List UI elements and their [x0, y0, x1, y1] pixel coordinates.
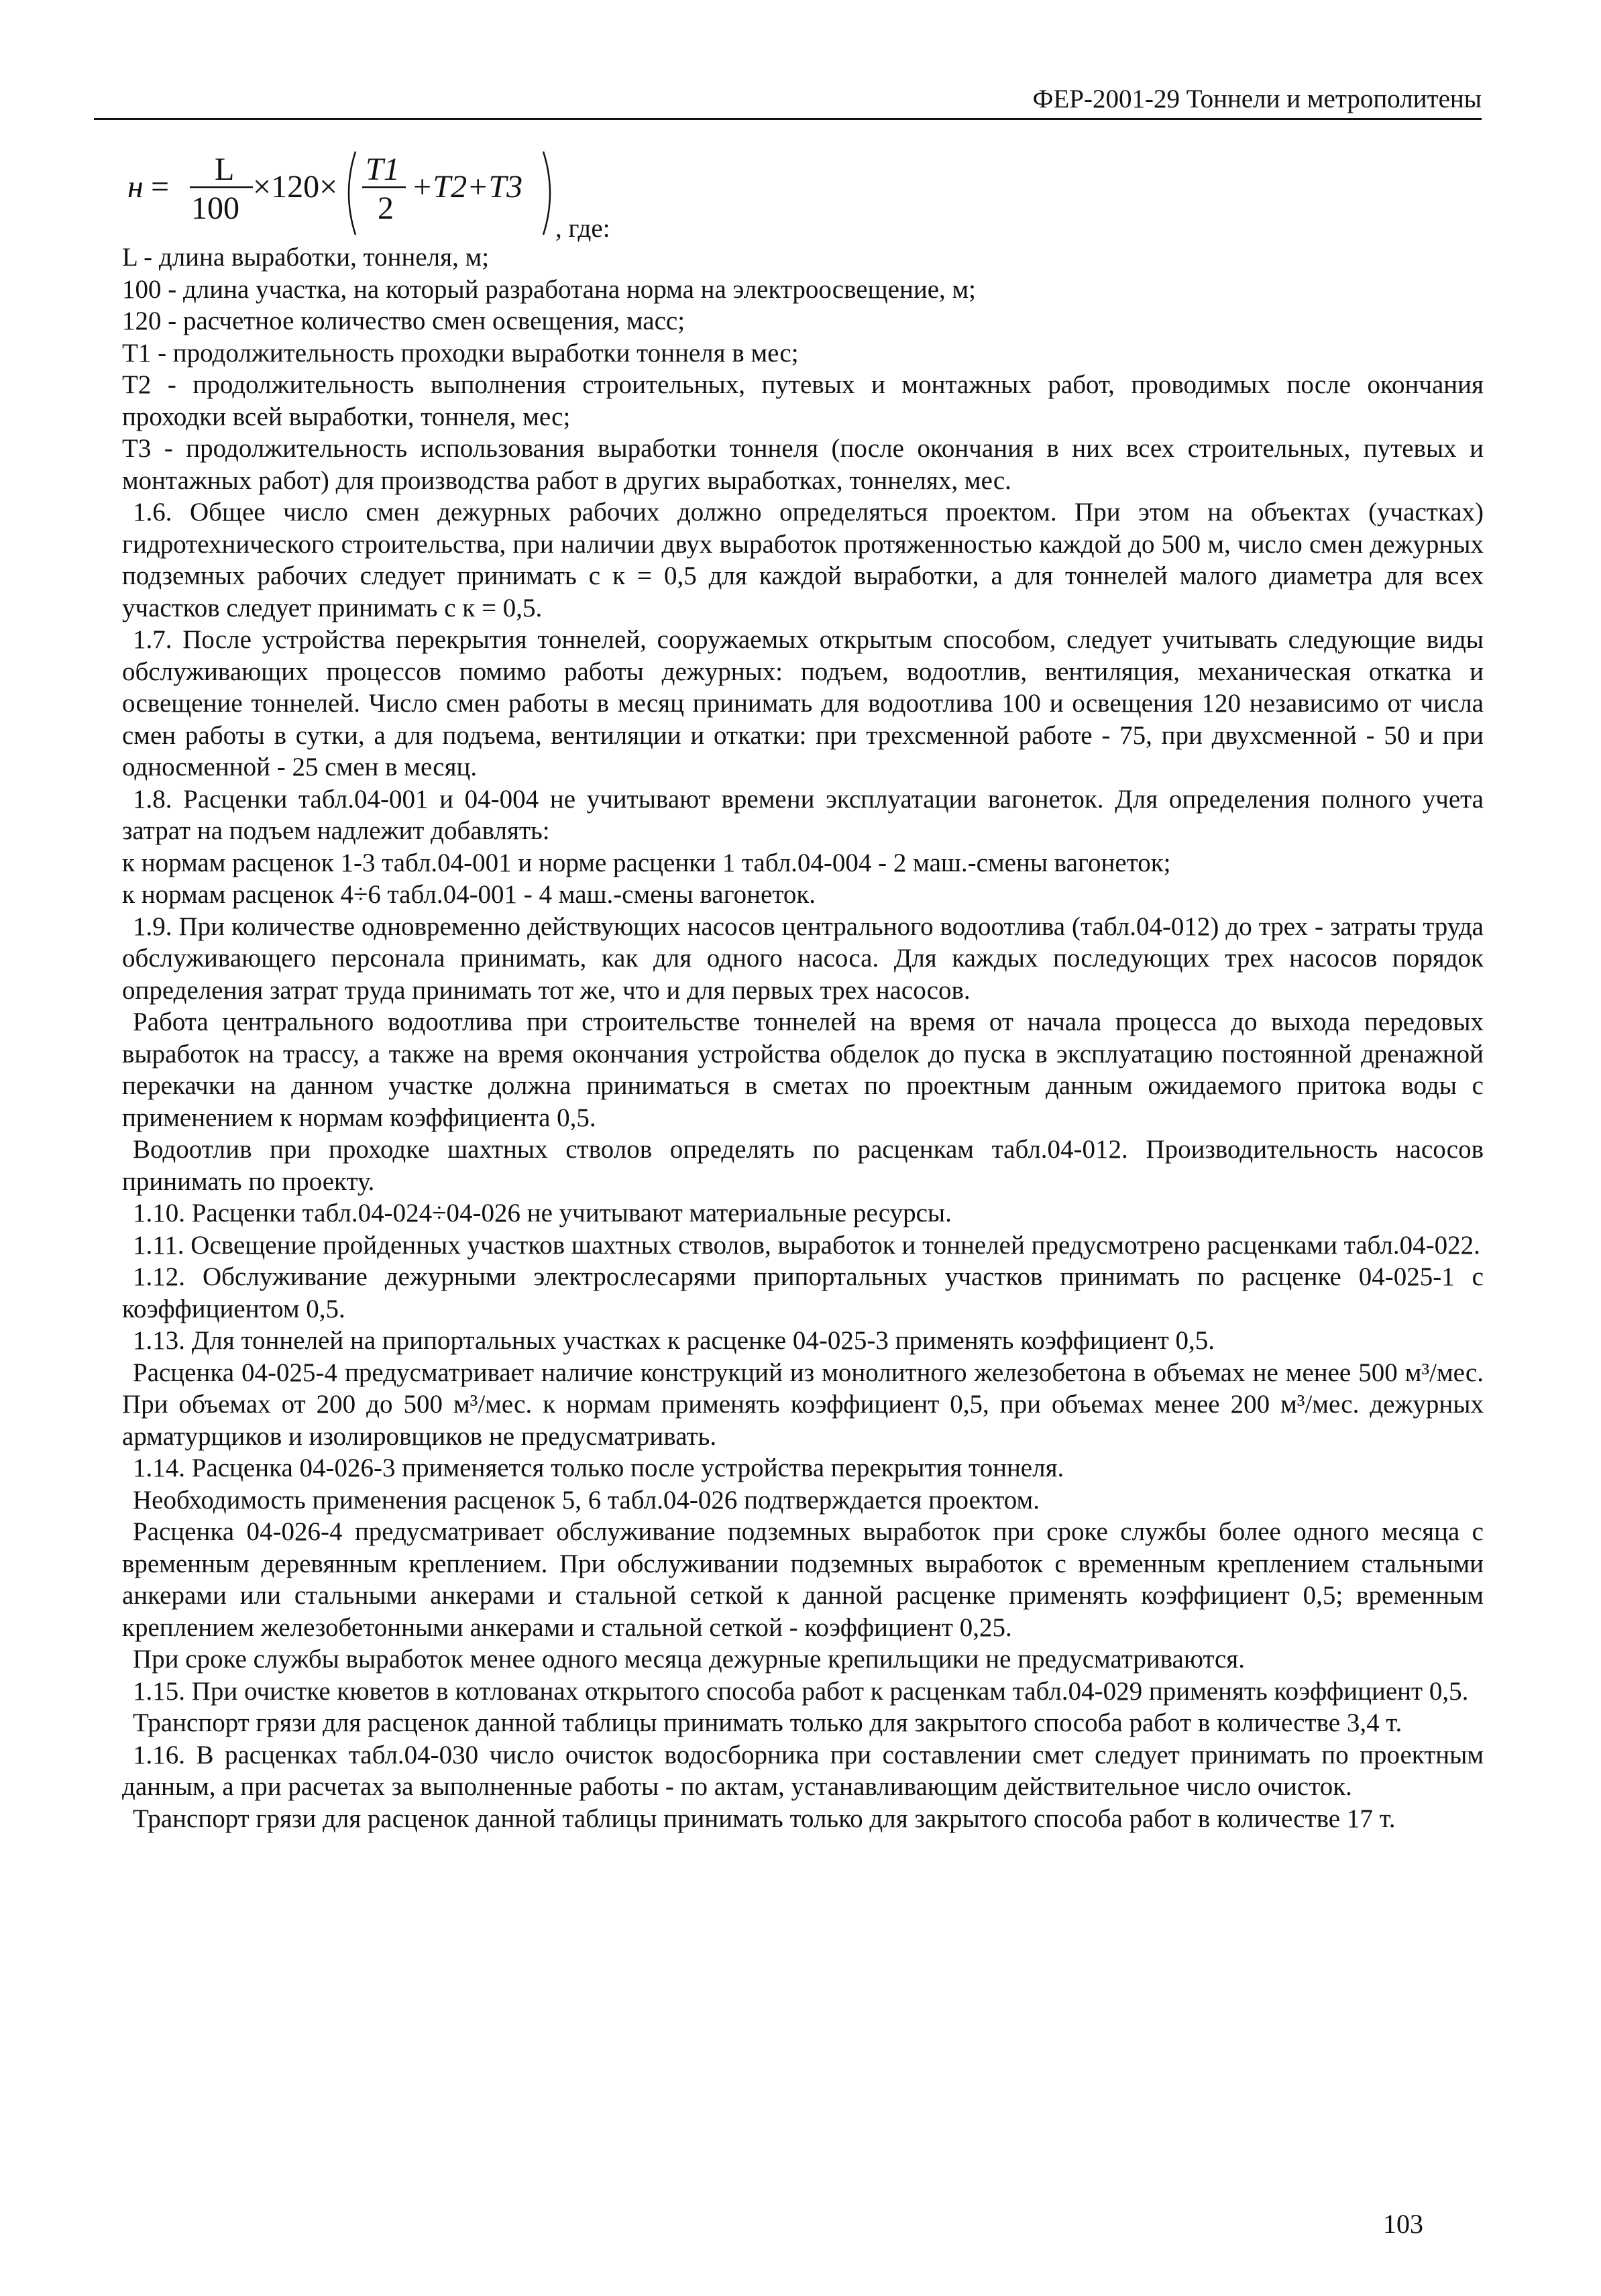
- paragraph: 1.8. Расценки табл.04-001 и 04-004 не учитывают времени эксплуатации вагонеток. Для определения полного учета затрат на подъем надлежит добавлять:: [122, 784, 1484, 845]
- paragraph: Расценка 04-025-4 предусматривает наличие конструкций из монолитного железобетона в объемах не менее 500 м³/мес. При объемах от 200 до 500 м³/мес. к нормам применять коэффициент 0,5, при объемах менее 200 м³/мес. дежурных арматурщиков и изолировщиков не предусматривать.: [122, 1358, 1484, 1451]
- formula-where: , где:: [555, 214, 610, 243]
- paragraph: 1.9. При количестве одновременно действующих насосов центрального водоотлива (табл.04-012) до трех - затраты труда обслуживающего персонала принимать, как для одного насоса. Для каждых последующих трех насосов порядок определения затрат труда принимать тот же, что и для первых трех насосов.: [122, 912, 1484, 1005]
- paragraph: к нормам расценок 4÷6 табл.04-001 - 4 маш.-смены вагонеток.: [122, 880, 816, 909]
- paragraph: 120 - расчетное количество смен освещения, масс;: [122, 307, 685, 335]
- paragraph: 1.7. После устройства перекрытия тоннелей, сооружаемых открытым способом, следует учитывать следующие виды обслуживающих процессов помимо работы дежурных: подъем, водоотлив, вентиляция, механическая откатка и освещение тоннелей. Число смен работы в месяц принимать для водоотлива 100 и освещения 120 независимо от числа смен работы в сутки, а для подъема, вентиляции и откатки: при трехсменной работе - 75, при двухсменной - 50 и при односменной - 25 смен в месяц.: [122, 625, 1484, 781]
- formula-frac1-den: 100: [191, 190, 239, 226]
- header-title: ФЕР-2001-29 Тоннели и метрополитены: [1032, 85, 1482, 113]
- paragraph: L - длина выработки, тоннеля, м;: [122, 243, 490, 272]
- paragraph: 1.14. Расценка 04-026-3 применяется только после устройства перекрытия тоннеля.: [133, 1454, 1064, 1482]
- paragraph: Расценка 04-026-4 предусматривает обслуживание подземных выработок при сроке службы более одного месяца с временным деревянным креплением. При обслуживании подземных выработок с временным креплением стальными анкерами или стальными анкерами и стальной сеткой к данной расценке применять коэффициент 0,5; временным креплением железобетонными анкерами и стальной сеткой - коэффициент 0,25.: [122, 1517, 1484, 1642]
- formula-frac2-num: T1: [366, 152, 400, 187]
- paragraph: Т2 - продолжительность выполнения строительных, путевых и монтажных работ, проводимых после окончания проходки всей выработки, тоннеля, мес;: [122, 370, 1484, 431]
- paragraph: 1.6. Общее число смен дежурных рабочих должно определяться проектом. При этом на объектах (участках) гидротехнического строительства, при наличии двух выработок протяженностью каждой до 500 м, число смен дежурных подземных рабочих следует принимать с к = 0,5 для каждой выработки, а для тоннелей малого диаметра для всех участков следует принимать с к = 0,5.: [122, 498, 1484, 622]
- formula-times: ×120×: [253, 169, 338, 205]
- formula-lhs: н: [127, 169, 144, 205]
- paragraph: 100 - длина участка, на который разработана норма на электроосвещение, м;: [122, 274, 977, 304]
- paragraph: 1.16. В расценках табл.04-030 число очисток водосборника при составлении смет следует принимать по проектным данным, а при расчетах за выполненные работы - по актам, устанавливающим действительное число очисток.: [122, 1740, 1484, 1801]
- formula-frac1-num: L: [215, 152, 235, 187]
- paragraph: 1.12. Обслуживание дежурными электрослесарями припортальных участков принимать по расценке 04-025-1 с коэффициентом 0,5.: [122, 1262, 1484, 1323]
- document-body: [122, 241, 1484, 1835]
- paragraph: При сроке службы выработок менее одного месяца дежурные крепильщики не предусматриваются.: [133, 1645, 1245, 1674]
- paragraph: Работа центрального водоотлива при строительстве тоннелей на время от начала процесса до выхода передовых выработок на трассу, а также на время окончания устройства обделок до пуска в эксплуатацию постоянной дренажной перекачки на данном участке должна приниматься в сметах по проектным данным ожидаемого притока воды с применением к нормам коэффициента 0,5.: [122, 1007, 1484, 1132]
- paragraph: 1.11. Освещение пройденных участков шахтных стволов, выработок и тоннелей предусмотрено расценками табл.04-022.: [133, 1230, 1480, 1260]
- paragraph: Транспорт грязи для расценок данной таблицы принимать только для закрытого способа работ в количестве 3,4 т.: [133, 1708, 1402, 1737]
- paragraph: Необходимость применения расценок 5, 6 табл.04-026 подтверждается проектом.: [133, 1485, 1040, 1515]
- paragraph: 1.15. При очистке кюветов в котлованах открытого способа работ к расценкам табл.04-029 применять коэффициент 0,5.: [133, 1676, 1469, 1706]
- page-number: 103: [1383, 2209, 1423, 2239]
- paragraph: 1.10. Расценки табл.04-024÷04-026 не учитывают материальные ресурсы.: [133, 1199, 952, 1227]
- paragraph: к нормам расценок 1-3 табл.04-001 и норме расценки 1 табл.04-004 - 2 маш.-смены вагонеток;: [122, 848, 1171, 877]
- page-header: [94, 80, 1482, 120]
- paragraph: Водоотлив при проходке шахтных стволов определять по расценкам табл.04-012. Производительность насосов принимать по проекту.: [122, 1135, 1484, 1196]
- paragraph: Транспорт грязи для расценок данной таблицы принимать только для закрытого способа работ в количестве 17 т.: [133, 1804, 1396, 1833]
- formula-eq: =: [151, 169, 170, 205]
- formula-right-paren: [543, 152, 550, 235]
- formula-left-paren: [349, 152, 355, 235]
- paragraph: Т1 - продолжительность проходки выработки тоннеля в мес;: [122, 338, 799, 368]
- formula-frac2-den: 2: [378, 190, 394, 226]
- paragraph: 1.13. Для тоннелей на припортальных участках к расценке 04-025-3 применять коэффициент 0,5.: [133, 1326, 1215, 1355]
- formula-rest: +T2+T3: [411, 169, 523, 205]
- paragraph: Т3 - продолжительность использования выработки тоннеля (после окончания в них всех строительных, путевых и монтажных работ) для производства работ в других выработках, тоннелях, мес.: [122, 434, 1484, 495]
